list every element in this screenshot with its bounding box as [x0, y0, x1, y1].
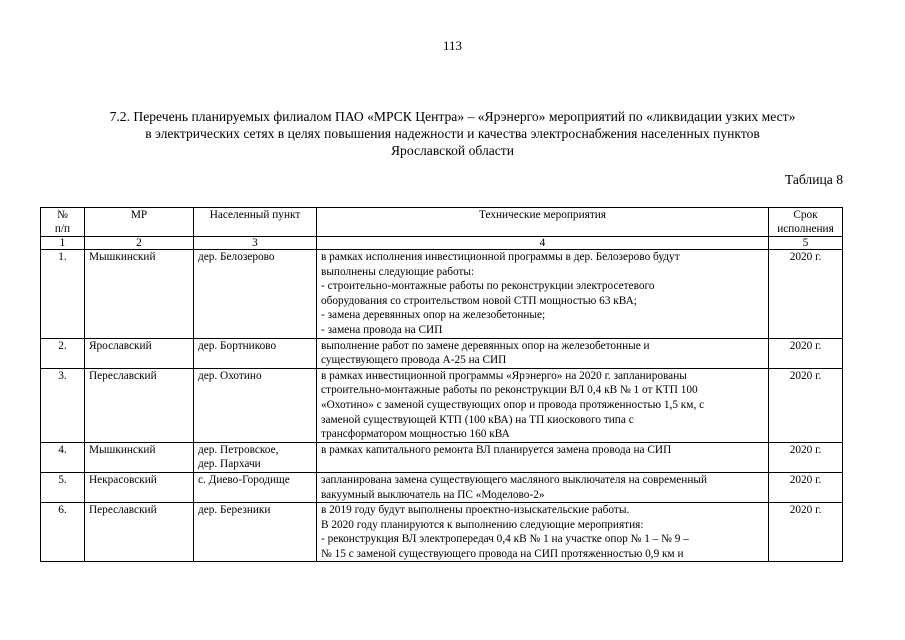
row-measures	[317, 338, 769, 368]
row-settlement	[194, 503, 317, 562]
settlement-line: с. Диево-Городище	[198, 473, 290, 486]
row-settlement	[194, 338, 317, 368]
row-num: 4.	[41, 442, 85, 472]
row-measures	[317, 368, 769, 442]
measure-line: существующего провода А-25 на СИП	[321, 354, 507, 367]
title-line-3: Ярославской области	[390, 143, 515, 158]
settlement-line: дер. Белозерово	[198, 251, 275, 263]
measure-line: вакуумный выключатель на ПС «Моделово-2»	[321, 488, 545, 501]
row-num: 6.	[41, 503, 85, 562]
row-settlement	[194, 368, 317, 442]
header-num-line1: №	[57, 209, 68, 221]
measure-line: «Охотино» с заменой существующих опор и провода протяженностью 1,5 км, с	[321, 398, 705, 411]
title-line-2: в электрических сетях в целях повышения надежности и качества электроснабжения населенных пунктов	[145, 126, 760, 141]
row-num: 1.	[41, 250, 85, 339]
measure-line: - строительно-монтажные работы по реконструкции электросетевого	[321, 280, 655, 293]
measure-line: оборудования со строительством новой СТП мощностью 63 кВА;	[321, 294, 637, 307]
measure-line: в рамках исполнения инвестиционной программы в дер. Белозерово будут	[321, 251, 680, 263]
column-number-row	[41, 237, 843, 250]
settlement-line: дер. Березники	[198, 504, 271, 517]
row-settlement	[194, 472, 317, 502]
measure-line: - замена деревянных опор на железобетонные;	[321, 309, 546, 322]
header-mr: МР	[85, 208, 194, 237]
row-measures	[317, 503, 769, 562]
column-number: 3	[194, 237, 317, 250]
title-line-1: 7.2. Перечень планируемых филиалом ПАО «МРСК Центра» – «Ярэнерго» мероприятий по «ликвидации узких мест»	[109, 109, 796, 124]
table-row	[41, 250, 843, 339]
measure-line: трансформатором мощностью 160 кВА	[321, 428, 510, 441]
header-term-line1: Срок	[793, 209, 818, 221]
row-mr: Мышкинский	[85, 250, 194, 339]
header-term-line2: исполнения	[777, 223, 834, 235]
header-num	[41, 208, 85, 237]
row-mr: Переславский	[85, 503, 194, 562]
row-measures	[317, 250, 769, 339]
row-term: 2020 г.	[769, 503, 843, 562]
column-number: 1	[41, 237, 85, 250]
column-number: 2	[85, 237, 194, 250]
row-mr: Переславский	[85, 368, 194, 442]
measure-line: заменой существующей КТП (100 кВА) на ТП киоскового типа с	[321, 413, 634, 426]
measure-line: в рамках капитального ремонта ВЛ планируется замена провода на СИП	[321, 443, 672, 456]
table-header-row	[41, 208, 843, 237]
measure-line: в 2019 году будут выполнены проектно-изыскательские работы.	[321, 504, 630, 517]
page-number: 113	[442, 38, 463, 53]
measure-line: выполнены следующие работы:	[321, 265, 475, 278]
row-mr: Ярославский	[85, 338, 194, 368]
row-num: 3.	[41, 368, 85, 442]
row-settlement	[194, 250, 317, 339]
column-number: 5	[769, 237, 843, 250]
table-row	[41, 442, 843, 472]
row-mr: Мышкинский	[85, 442, 194, 472]
header-settlement: Населенный пункт	[194, 208, 317, 237]
table-row	[41, 503, 843, 562]
row-measures	[317, 472, 769, 502]
table-row	[41, 368, 843, 442]
table-row	[41, 472, 843, 502]
measure-line: в рамках инвестиционной программы «Ярэнерго» на 2020 г. запланированы	[321, 369, 687, 382]
settlement-line: дер. Бортниково	[198, 339, 277, 352]
row-settlement	[194, 442, 317, 472]
column-number: 4	[317, 237, 769, 250]
measure-line: - реконструкция ВЛ электропередач 0,4 кВ № 1 на участке опор № 1 – № 9 –	[321, 533, 689, 546]
row-num: 5.	[41, 472, 85, 502]
table-row	[41, 338, 843, 368]
measure-line: запланирована замена существующего масляного выключателя на современный	[321, 473, 708, 486]
header-num-line2: п/п	[54, 223, 71, 235]
document-title	[40, 108, 865, 159]
measure-line: № 15 с заменой существующего провода на СИП протяженностью 0,9 км и	[321, 547, 684, 560]
header-term	[769, 208, 843, 237]
settlement-line: дер. Пархачи	[198, 458, 261, 471]
measure-line: В 2020 году планируются к выполнению следующие мероприятия:	[321, 518, 644, 531]
row-measures	[317, 442, 769, 472]
row-mr: Некрасовский	[85, 472, 194, 502]
measure-line: выполнение работ по замене деревянных опор на железобетонные и	[321, 339, 650, 352]
settlement-line: дер. Охотино	[198, 369, 262, 382]
row-term: 2020 г.	[769, 338, 843, 368]
row-term: 2020 г.	[769, 368, 843, 442]
header-measures: Технические мероприятия	[317, 208, 769, 237]
row-term: 2020 г.	[769, 250, 843, 339]
row-term: 2020 г.	[769, 442, 843, 472]
measure-line: - замена провода на СИП	[321, 323, 443, 336]
measure-line: строительно-монтажные работы по реконструкции ВЛ 0,4 кВ № 1 от КТП 100	[321, 384, 698, 397]
row-num: 2.	[41, 338, 85, 368]
table-caption: Таблица 8	[784, 172, 843, 187]
settlement-line: дер. Петровское,	[198, 443, 279, 456]
measures-table	[40, 207, 843, 562]
row-term: 2020 г.	[769, 472, 843, 502]
